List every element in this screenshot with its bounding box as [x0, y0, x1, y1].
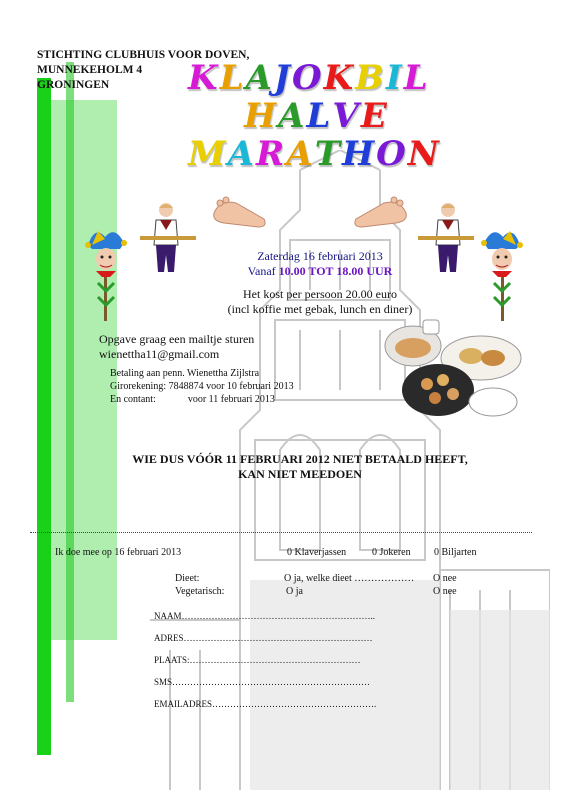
payment-info: [110, 367, 294, 406]
price-includes: (incl koffie met gebak, lunch en diner): [227, 302, 413, 316]
payment-recipient: Betaling aan penn. Wienettha Zijlstra: [110, 368, 260, 379]
join-statement: Ik doe mee op 16 februari 2013: [55, 547, 182, 558]
address-field[interactable]: ADRES………………………………………………………: [154, 633, 373, 643]
name-field[interactable]: NAAM………………………………………………………..: [154, 611, 376, 621]
event-time-range: 10.00 TOT 18.00 UUR: [278, 264, 393, 278]
option-jokeren[interactable]: 0 Jokeren: [372, 547, 411, 558]
title-line-1: KLAJOKBIL: [188, 58, 430, 98]
organization-street: MUNNEKEHOLM 4: [37, 64, 143, 76]
vegetarian-yes-option[interactable]: O ja: [286, 586, 303, 597]
payment-cash-label: En contant:: [110, 394, 156, 405]
event-date-time: [200, 249, 440, 279]
warning-line-2: KAN NIET MEEDOEN: [238, 467, 362, 481]
contact-info: [99, 332, 254, 362]
vegetarian-no-option[interactable]: O nee: [433, 586, 457, 597]
email-field[interactable]: EMAILADRES……………………………………………….: [154, 699, 377, 709]
green-border-dark: [37, 78, 51, 755]
option-klaverjassen[interactable]: 0 Klaverjassen: [287, 547, 347, 558]
organization-name: STICHTING CLUBHUIS VOOR DOVEN,: [37, 49, 250, 61]
contact-instruction: Opgave graag een mailtje sturen: [99, 332, 255, 346]
feet-right-illustration: [350, 193, 410, 231]
event-time-prefix: Vanaf: [247, 264, 276, 278]
feet-left-illustration: [210, 193, 270, 231]
city-field[interactable]: PLAATS:…………………………………………………: [154, 655, 361, 665]
price-line: Het kost per persoon 20.00 euro: [243, 287, 397, 301]
event-time: [200, 264, 440, 279]
event-date: Zaterdag 16 februari 2013: [257, 249, 383, 263]
vegetarian-label: Vegetarisch:: [175, 586, 225, 597]
payment-cash-deadline: voor 11 februari 2013: [187, 394, 275, 405]
organization-city: GRONINGEN: [37, 79, 110, 91]
green-border-light: [51, 100, 117, 640]
green-border-mid: [66, 62, 74, 702]
title-line-3: MARATHON: [188, 134, 441, 174]
option-biljarten[interactable]: 0 Biljarten: [434, 547, 477, 558]
waiter-left-illustration: [138, 200, 198, 275]
warning-line-1: WIE DUS VÓÓR 11 FEBRUARI 2012 NIET BETAALD HEEFT,: [132, 452, 468, 466]
title-line-2: HALVE: [244, 96, 389, 136]
cut-line-divider: [30, 532, 532, 533]
diet-yes-option[interactable]: O ja, welke dieet ………………: [284, 573, 415, 584]
food-photos-illustration: [383, 318, 523, 418]
payment-cash: [110, 393, 294, 406]
contact-email: wienettha11@gmail.com: [99, 347, 220, 361]
diet-label: Dieet:: [175, 573, 200, 584]
jester-puppet-left-illustration: [80, 225, 130, 325]
jester-puppet-right-illustration: [478, 225, 528, 325]
price-info: [195, 287, 445, 317]
sms-field[interactable]: SMS…………………………………………………………: [154, 677, 371, 687]
diet-no-option[interactable]: O nee: [433, 573, 457, 584]
payment-warning: [40, 452, 560, 482]
payment-giro: Girorekening: 7848874 voor 10 februari 2013: [110, 381, 294, 392]
